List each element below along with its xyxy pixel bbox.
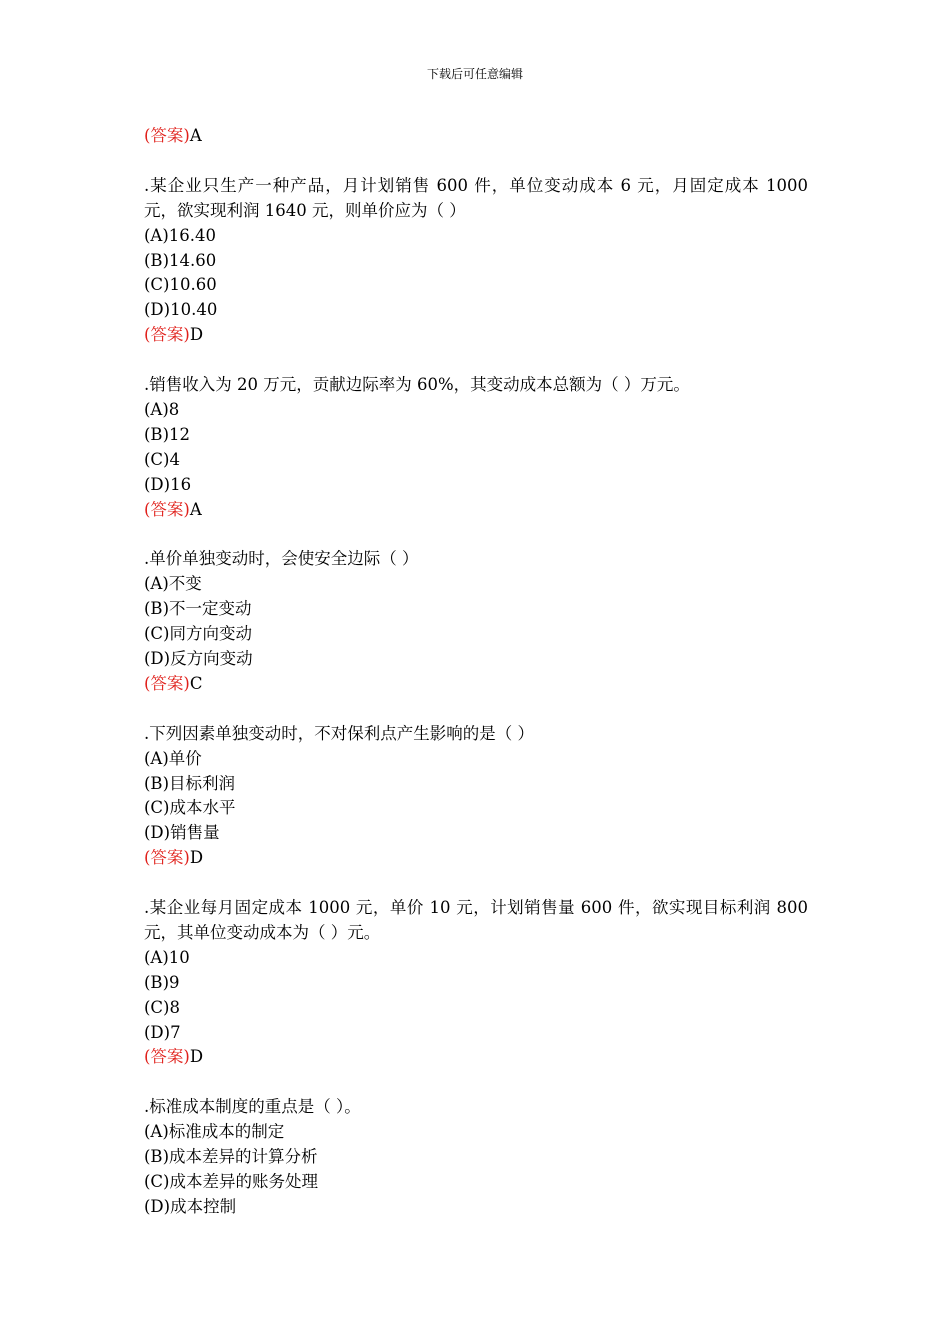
question-text: .下列因素单独变动时，不对保利点产生影响的是（ ）	[144, 723, 534, 743]
question-text: .标准成本制度的重点是（ ）。	[144, 1097, 361, 1117]
spacer	[144, 348, 808, 373]
answer-label: (答案)	[144, 848, 190, 868]
option-a: (A)不变	[144, 574, 202, 594]
option-a: (A)10	[144, 947, 190, 967]
option-d: (D)10.40	[144, 300, 218, 320]
answer-label: (答案)	[144, 673, 190, 693]
answer-value: D	[189, 848, 204, 868]
option-b: (B)不一定变动	[144, 599, 252, 619]
document-body	[144, 124, 808, 1220]
answer-value: A	[189, 499, 202, 519]
question-text: .某企业每月固定成本 1000 元，单价 10 元，计划销售量 600 件，欲实现目标利润 800 元，其单位变动成本为（ ）元。	[144, 898, 808, 942]
option-d: (D)销售量	[144, 823, 220, 843]
answer-value: C	[189, 673, 203, 693]
answer-value: D	[189, 325, 204, 345]
question-block	[144, 1095, 808, 1220]
question-block	[144, 722, 808, 871]
question-text: .销售收入为 20 万元，贡献边际率为 60%，其变动成本总额为（ ）万元。	[144, 375, 690, 395]
option-b: (B)12	[144, 424, 190, 444]
option-c: (C)10.60	[144, 275, 217, 295]
option-b: (B)9	[144, 972, 180, 992]
option-b: (B)成本差异的计算分析	[144, 1147, 318, 1167]
option-c: (C)成本水平	[144, 798, 236, 818]
spacer	[144, 871, 808, 896]
question-block	[144, 896, 808, 1070]
question-block	[144, 373, 808, 522]
option-d: (D)16	[144, 474, 192, 494]
answer-line	[144, 846, 808, 871]
answer-label: (答案)	[144, 499, 190, 519]
spacer	[144, 1070, 808, 1095]
answer-line	[144, 323, 808, 348]
answer-line	[144, 498, 808, 523]
option-b: (B)目标利润	[144, 773, 235, 793]
answer-label: (答案)	[144, 1047, 190, 1067]
answer-value: D	[189, 1047, 204, 1067]
option-a: (A)16.40	[144, 225, 217, 245]
option-d: (D)成本控制	[144, 1196, 237, 1216]
option-c: (C)同方向变动	[144, 624, 252, 644]
question-text: .单价单独变动时，会使安全边际（ ）	[144, 549, 419, 569]
question-block	[144, 547, 808, 696]
option-c: (C)4	[144, 449, 180, 469]
option-a: (A)单价	[144, 748, 202, 768]
answer-line	[144, 124, 808, 149]
question-text: .某企业只生产一种产品，月计划销售 600 件，单位变动成本 6 元，月固定成本 1000 元，欲实现利润 1640 元，则单价应为（ ）	[144, 175, 808, 220]
spacer	[144, 697, 808, 722]
page-header: 下载后可任意编辑	[426, 67, 523, 81]
answer-label: (答案)	[144, 325, 190, 345]
answer-value: A	[189, 126, 202, 145]
spacer	[144, 522, 808, 547]
option-a: (A)标准成本的制定	[144, 1122, 285, 1142]
answer-line	[144, 672, 808, 697]
option-c: (C)成本差异的账务处理	[144, 1171, 318, 1191]
answer-label: (答案)	[144, 126, 190, 145]
option-d: (D)7	[144, 1022, 181, 1042]
option-b: (B)14.60	[144, 250, 217, 270]
option-c: (C)8	[144, 997, 180, 1017]
question-block	[144, 174, 808, 348]
option-a: (A)8	[144, 399, 180, 419]
answer-line	[144, 1045, 808, 1070]
spacer	[144, 149, 808, 174]
option-d: (D)反方向变动	[144, 648, 253, 668]
